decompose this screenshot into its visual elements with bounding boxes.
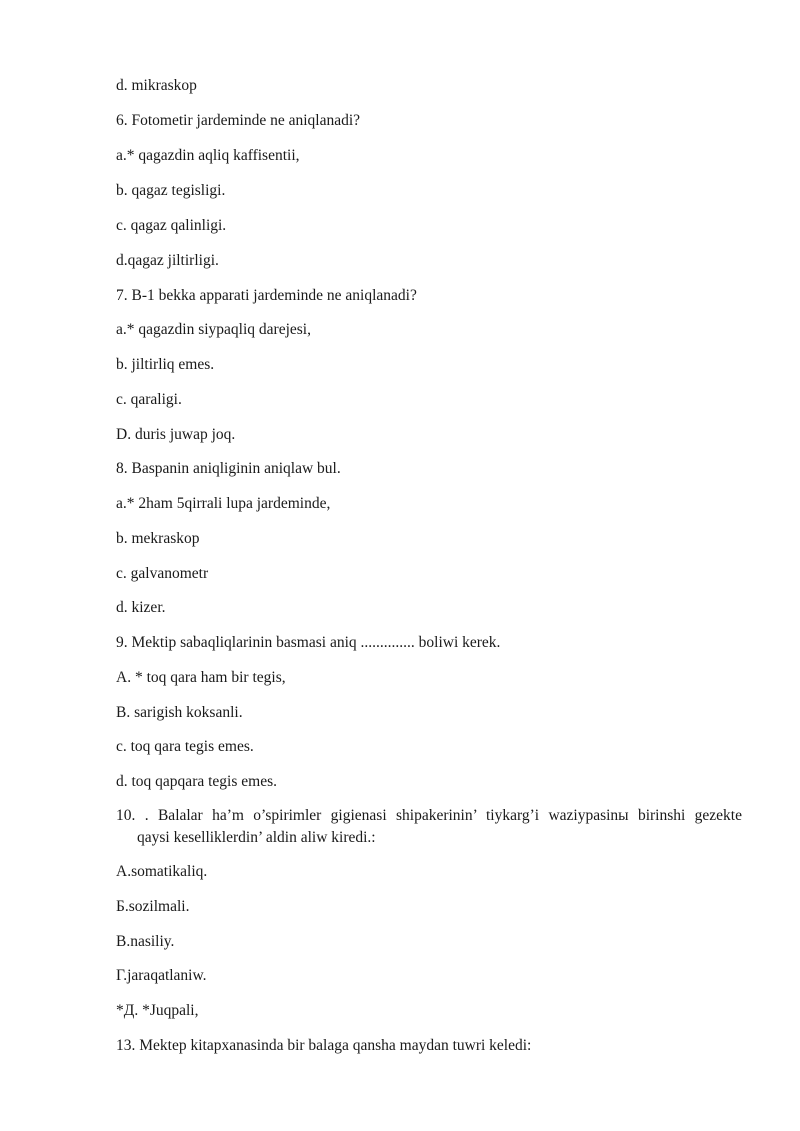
answer-option: B. sarigish koksanli. xyxy=(116,704,243,721)
question-10 xyxy=(116,805,742,849)
question-text: 13. Mektep kitapxanasinda bir balaga qansha maydan tuwri keledi: xyxy=(116,1037,532,1054)
answer-option: d.qagaz jiltirligi. xyxy=(116,252,219,269)
question-10-line-2: qaysi keselliklerdin’ aldin aliw kiredi.: xyxy=(137,829,376,846)
answer-option: c. toq qara tegis emes. xyxy=(116,738,254,755)
answer-option: d. mikraskop xyxy=(116,77,197,94)
answer-option: b. qagaz tegisligi. xyxy=(116,182,226,199)
answer-option: A.somatikaliq. xyxy=(116,863,208,880)
answer-option: c. galvanometr xyxy=(116,565,209,582)
question-text: 8. Baspanin aniqliginin aniqlaw bul. xyxy=(116,460,341,477)
answer-option: c. qagaz qalinligi. xyxy=(116,217,227,234)
answer-option: b. mekraskop xyxy=(116,530,200,547)
question-text: 6. Fotometir jardeminde ne aniqlanadi? xyxy=(116,112,361,129)
answer-option: *Д. *Juqpali, xyxy=(116,1002,199,1019)
answer-option: Г.jaraqatlaniw. xyxy=(116,967,207,984)
answer-option: c. qaraligi. xyxy=(116,391,182,408)
answer-option: a.* qagazdin aqliq kaffisentii, xyxy=(116,147,300,164)
question-text: 7. B-1 bekka apparati jardeminde ne aniqlanadi? xyxy=(116,287,417,304)
answer-option: Б.sozilmali. xyxy=(116,898,190,915)
answer-option: d. toq qapqara tegis emes. xyxy=(116,773,277,790)
answer-option: D. duris juwap joq. xyxy=(116,426,236,443)
question-10-line-1: 10. . Balalar ha’m o’spirimler gigienasi shipakerinin’ tiykarg’i waziypasinы birinshi gezekte xyxy=(116,807,742,824)
answer-option: a.* qagazdin siypaqliq darejesi, xyxy=(116,321,311,338)
question-text: 9. Mektip sabaqliqlarinin basmasi aniq .............. boliwi kerek. xyxy=(116,634,501,651)
answer-option: B.nasiliy. xyxy=(116,933,175,950)
answer-option: d. kizer. xyxy=(116,599,166,616)
answer-option: A. * toq qara ham bir tegis, xyxy=(116,669,286,686)
answer-option: a.* 2ham 5qirrali lupa jardeminde, xyxy=(116,495,331,512)
answer-option: b. jiltirliq emes. xyxy=(116,356,215,373)
